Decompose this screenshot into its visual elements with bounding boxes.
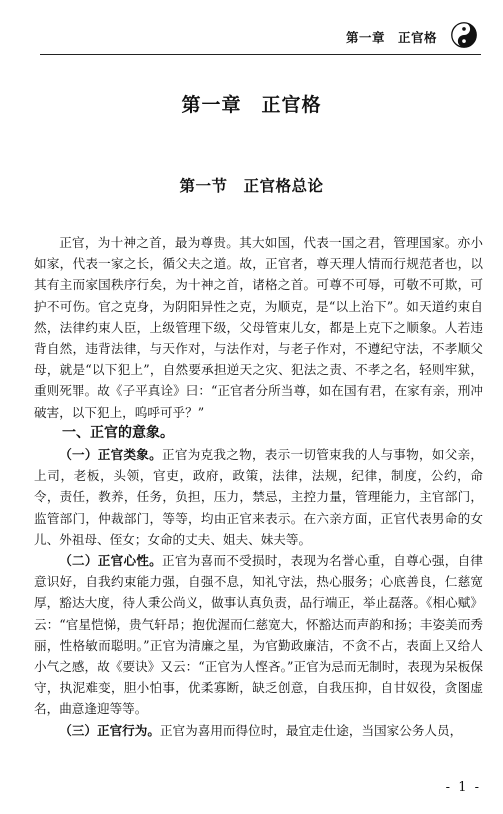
paragraph-item [34, 550, 483, 720]
paragraph-label: （一）正官类象。 [59, 447, 162, 463]
subheading: 一、正官的意象。 [62, 424, 174, 441]
intro-paragraph: 正官，为十神之首，最为尊贵。其大如国，代表一国之君，管理国家。亦小如家，代表一家之长，循父夫之道。故，正官者，尊天理人情而行规范者也，以其有主而家国秩序行矣，为十神之首，诸格之首。可尊不可辱，可敬不可欺，可护不可伤。官之克身，为阴阳异性之克，为顺克，是“以上治下”。如天道约束自然，法律约束人臣，上级管理下级，父母管束儿女，都是上克下之顺象。人若违背自然，违背法律，与天作对，与法作对，与老子作对，不遵纪守法，不孝顺父母，就是“以下犯上”，自然要承担逆天之灾、犯法之责、不孝之名，轻则牢狱，重则死罪。故《子平真诠》曰：“正官者分所当尊，如在国有君，在家有亲，刑冲破害，以下犯上，呜呼可乎？” [34, 235, 483, 420]
paragraph-label: （二）正官心性。 [59, 553, 162, 569]
page-number: - 1 - [445, 780, 481, 795]
running-head: 第一章 正官格 [345, 30, 437, 45]
section-title: 第一节 正官格总论 [179, 176, 324, 195]
paragraph-item [34, 444, 483, 550]
body-text [34, 232, 483, 741]
paragraph-text: 正官为喜而不受损时，表现为名誉心重，自尊心强，自律意识好，自我约束能力强，自强不息，知礼守法，热心服务；心底善良，仁慈宽厚，豁达大度，待人秉公尚义，做事认真负责，品行端正，举止磊落。《相心赋》云：“官星恺悌，贵气轩昂；抱优渥而仁慈宽大，怀豁达而声韵和扬；丰姿美而秀丽，性格敏而聪明。”正官为清廉之星，为官勤政廉洁，不贪不占，表面上又给人小气之感，故《要诀》又云：“正官为人悭吝。”正官为忌而无制时，表现为呆板保守，执泥难变，胆小怕事，优柔寡断，缺乏创意，自我压抑，自甘奴役，贪图虚名，曲意逢迎等等。 [34, 553, 484, 717]
chapter-title: 第一章 正官格 [181, 94, 322, 116]
paragraph-item [34, 720, 483, 741]
paragraph-text: 正官为克我之物，表示一切管束我的人与事物，如父亲，上司，老板，头领，官吏，政府，政策，法律，法规，纪律，制度，公约，命令，责任，教养，任务，负担，压力，禁忌，主控力量，管理能力，主官部门，监管部门，仲裁部门，等等，均由正官来表示。在六亲方面，正官代表男命的女儿、外祖母、侄女；女命的丈夫、姐夫、妹夫等。 [34, 447, 484, 547]
page-header [40, 20, 481, 55]
taiji-icon [451, 22, 477, 48]
paragraph-text: 正官为喜用而得位时，最宜走仕途，当国家公务人员， [159, 722, 463, 738]
paragraph-label: （三）正官行为。 [59, 722, 160, 738]
